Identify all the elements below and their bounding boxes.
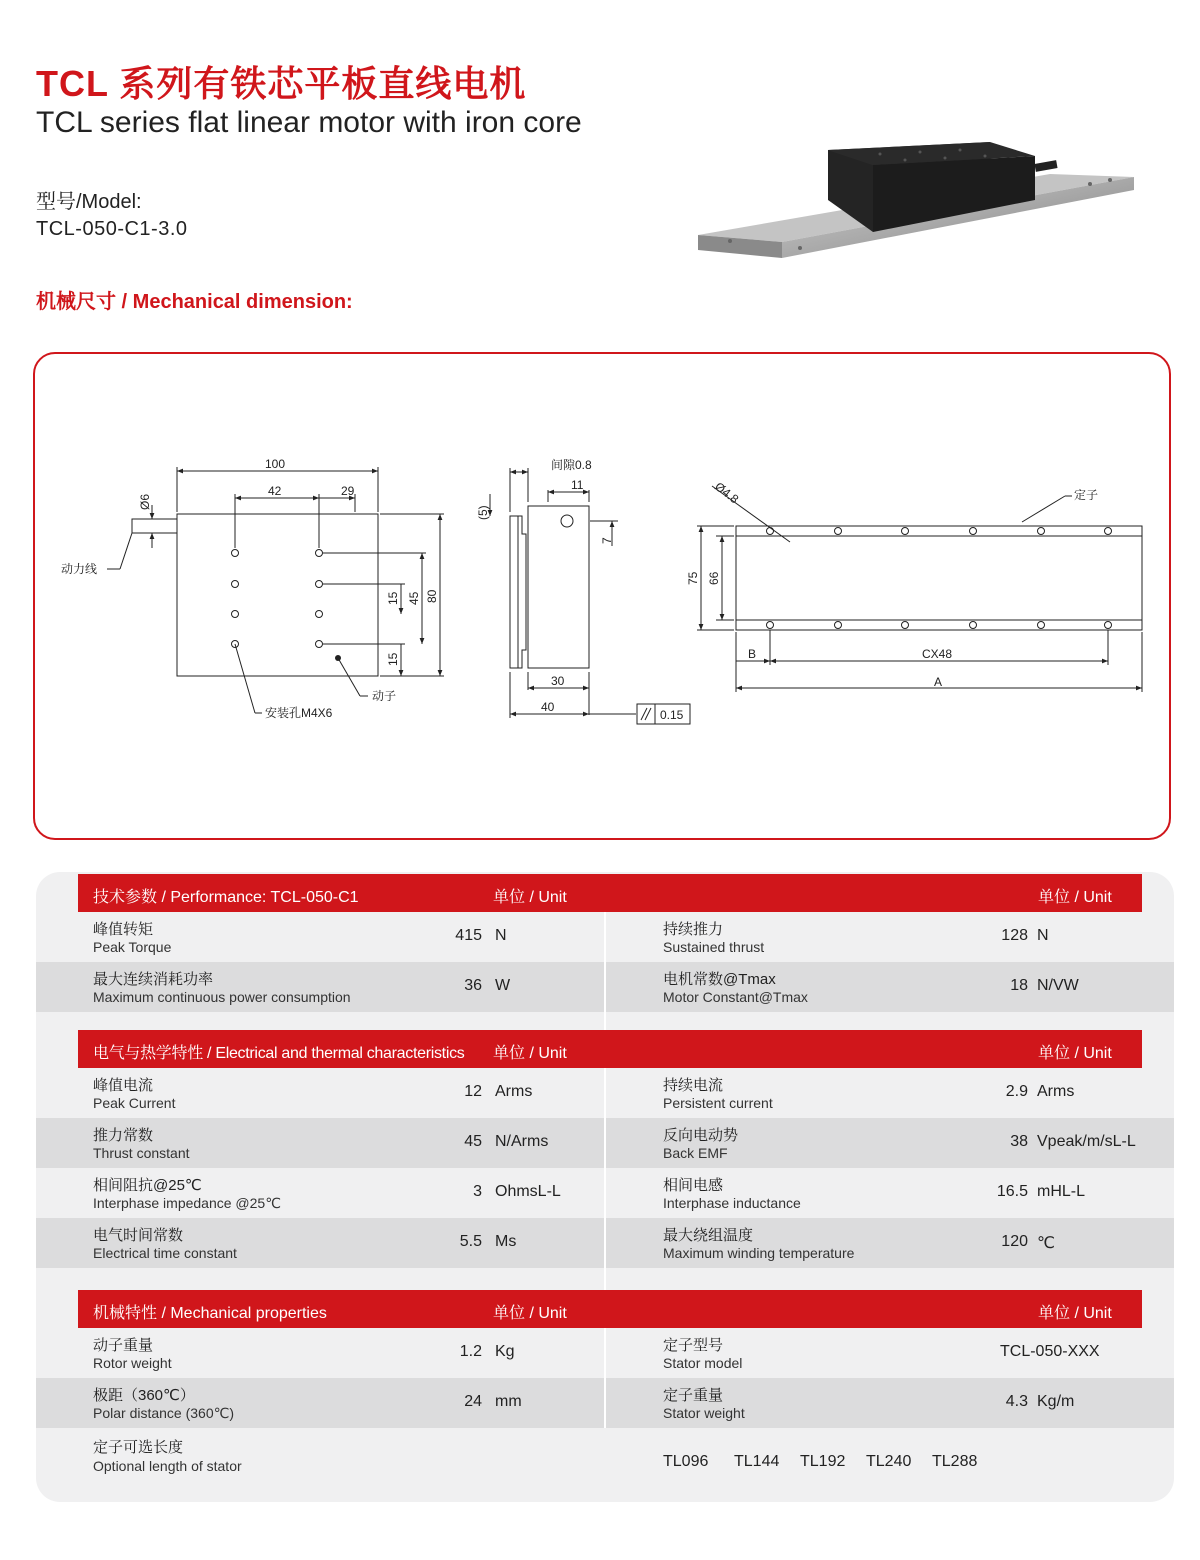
spec-unit: N xyxy=(1037,927,1049,944)
spec-value: 4.3 xyxy=(1005,1393,1028,1410)
section-header-performance xyxy=(78,874,1142,912)
spec-unit: ℃ xyxy=(1037,1235,1055,1252)
spec-unit: OhmsL-L xyxy=(495,1183,561,1200)
table-row xyxy=(36,1378,1174,1428)
spec-unit: Arms xyxy=(1037,1083,1075,1100)
spec-value: 120 xyxy=(1001,1233,1028,1250)
table-row xyxy=(36,1068,1174,1118)
spec-name-en: Motor Constant@Tmax xyxy=(663,989,808,1005)
spec-value: 38 xyxy=(1010,1133,1028,1150)
spec-value: 128 xyxy=(1001,927,1028,944)
spec-name-en: Polar distance (360℃) xyxy=(93,1405,235,1421)
unit-header: 单位 / Unit xyxy=(493,889,567,906)
spec-name-en: Sustained thrust xyxy=(663,939,765,955)
spec-name-cn: 定子重量 xyxy=(663,1387,724,1404)
table-row xyxy=(36,1218,1174,1268)
spec-value: 5.5 xyxy=(459,1233,482,1250)
dim-dia6: Ø6 xyxy=(138,493,152,510)
spec-name-cn: 相间阻抗@25℃ xyxy=(93,1177,202,1194)
spec-name-cn: 持续电流 xyxy=(663,1077,724,1094)
model-label: 型号/Model: xyxy=(36,191,142,213)
spec-name-cn: 持续推力 xyxy=(663,921,724,938)
unit-header: 单位 / Unit xyxy=(1038,1305,1112,1322)
section-title: 机械特性 / Mechanical properties xyxy=(93,1305,327,1322)
dim-a: A xyxy=(934,675,943,689)
label-mover: 动子 xyxy=(372,689,397,703)
spec-value: 24 xyxy=(464,1393,482,1410)
dim-5: (5) xyxy=(476,505,490,520)
spec-unit: mHL-L xyxy=(1037,1183,1086,1200)
label-mount-hole: 安装孔M4X6 xyxy=(265,706,333,720)
dim-cx48: CX48 xyxy=(922,647,953,661)
section-title: 技术参数 / Performance: TCL-050-C1 xyxy=(93,889,359,906)
spec-name-cn: 推力常数 xyxy=(93,1127,154,1144)
spec-value: 2.9 xyxy=(1005,1083,1028,1100)
stator-length-option: TL096 xyxy=(663,1453,709,1470)
spec-name-en: Interphase impedance @25℃ xyxy=(93,1195,281,1211)
spec-name-en: Stator weight xyxy=(663,1405,745,1421)
spec-name-cn: 最大绕组温度 xyxy=(663,1227,754,1244)
spec-unit: Kg xyxy=(495,1343,515,1360)
spec-name-cn: 电机常数@Tmax xyxy=(663,971,776,988)
dim-11: 11 xyxy=(571,478,584,492)
spec-value: 3 xyxy=(473,1183,482,1200)
spec-name-en: Rotor weight xyxy=(93,1355,172,1371)
spec-name-cn: 极距（360℃） xyxy=(93,1387,195,1404)
dim-75: 75 xyxy=(686,571,700,585)
spec-unit: Ms xyxy=(495,1233,517,1250)
spec-value: 45 xyxy=(464,1133,482,1150)
spec-value: 36 xyxy=(464,977,482,994)
spec-name-en: Maximum winding temperature xyxy=(663,1245,855,1261)
spec-name-cn: 电气时间常数 xyxy=(93,1227,184,1244)
row-spacer xyxy=(36,1268,1174,1290)
model-value: TCL-050-C1-3.0 xyxy=(36,218,188,240)
dim-40: 40 xyxy=(541,700,555,714)
flatness-value: 0.15 xyxy=(660,708,684,722)
dim-42: 42 xyxy=(268,484,282,498)
page-title-cn: TCL 系列有铁芯平板直线电机 xyxy=(36,63,527,104)
section-title: 电气与热学特性 / Electrical and thermal characteristics xyxy=(93,1045,465,1062)
spec-name-en: Back EMF xyxy=(663,1145,728,1161)
dim-b: B xyxy=(748,647,757,661)
spec-unit: Kg/m xyxy=(1037,1393,1075,1410)
spec-value: 18 xyxy=(1010,977,1028,994)
stator-length-option: TL240 xyxy=(866,1453,912,1470)
spec-name-cn: 动子重量 xyxy=(93,1337,154,1354)
dim-7: 7 xyxy=(600,537,614,544)
spec-unit: W xyxy=(495,977,511,994)
spec-unit: N/Arms xyxy=(495,1133,549,1150)
dim-gap: 间隙0.8 xyxy=(551,458,592,472)
spec-unit: Vpeak/m/sL-L xyxy=(1037,1133,1136,1150)
spec-name-en: Optional length of stator xyxy=(93,1458,242,1474)
unit-header: 单位 / Unit xyxy=(1038,1045,1112,1062)
page-title-en: TCL series flat linear motor with iron core xyxy=(36,106,582,139)
dim-100: 100 xyxy=(265,457,286,471)
spec-name-cn: 定子可选长度 xyxy=(93,1439,184,1456)
spec-value: TCL-050-XXX xyxy=(1000,1343,1100,1360)
spec-value: 415 xyxy=(455,927,482,944)
dim-dia48: Ø4.8 xyxy=(712,479,742,507)
spec-name-cn: 相间电感 xyxy=(663,1177,724,1194)
section-header-mechanical xyxy=(78,1290,1142,1328)
label-stator: 定子 xyxy=(1074,488,1099,502)
spec-name-en: Thrust constant xyxy=(93,1145,190,1161)
stator-length-option: TL144 xyxy=(734,1453,780,1470)
table-row xyxy=(36,1328,1174,1378)
spec-value: 1.2 xyxy=(459,1343,482,1360)
spec-name-en: Interphase inductance xyxy=(663,1195,801,1211)
dim-15a: 15 xyxy=(386,591,400,605)
unit-header: 单位 / Unit xyxy=(493,1045,567,1062)
spec-name-cn: 峰值转矩 xyxy=(93,921,154,938)
spec-name-cn: 最大连续消耗功率 xyxy=(93,971,214,988)
table-row xyxy=(36,962,1174,1012)
dim-15b: 15 xyxy=(386,652,400,666)
table-row xyxy=(36,1118,1174,1168)
dim-66: 66 xyxy=(707,571,721,585)
spec-value: 12 xyxy=(464,1083,482,1100)
dim-80: 80 xyxy=(425,589,439,603)
unit-header: 单位 / Unit xyxy=(493,1305,567,1322)
spec-name-en: Electrical time constant xyxy=(93,1245,237,1261)
spec-name-en: Peak Torque xyxy=(93,939,172,955)
dim-45: 45 xyxy=(407,591,421,605)
section-header-electrical xyxy=(78,1030,1142,1068)
spec-name-cn: 峰值电流 xyxy=(93,1077,154,1094)
spec-name-cn: 定子型号 xyxy=(663,1337,724,1354)
spec-name-en: Stator model xyxy=(663,1355,743,1371)
spec-name-en: Peak Current xyxy=(93,1095,176,1111)
stator-length-option: TL192 xyxy=(800,1453,846,1470)
spec-value: 16.5 xyxy=(996,1183,1028,1200)
spec-unit: mm xyxy=(495,1393,522,1410)
spec-unit: N xyxy=(495,927,507,944)
dim-30: 30 xyxy=(551,674,565,688)
unit-header: 单位 / Unit xyxy=(1038,889,1112,906)
stator-length-option: TL288 xyxy=(932,1453,978,1470)
mechanical-dimension-title: 机械尺寸 / Mechanical dimension: xyxy=(36,291,353,313)
table-row-optional-length xyxy=(36,1428,1174,1478)
label-power-line: 动力线 xyxy=(61,562,98,576)
dim-29: 29 xyxy=(341,484,355,498)
spec-name-en: Maximum continuous power consumption xyxy=(93,989,351,1005)
table-row xyxy=(36,1168,1174,1218)
row-spacer xyxy=(36,1012,1174,1030)
spec-name-cn: 反向电动势 xyxy=(663,1127,739,1144)
spec-unit: Arms xyxy=(495,1083,533,1100)
table-row xyxy=(36,912,1174,962)
spec-name-en: Persistent current xyxy=(663,1095,773,1111)
spec-unit: N/VW xyxy=(1037,977,1079,994)
